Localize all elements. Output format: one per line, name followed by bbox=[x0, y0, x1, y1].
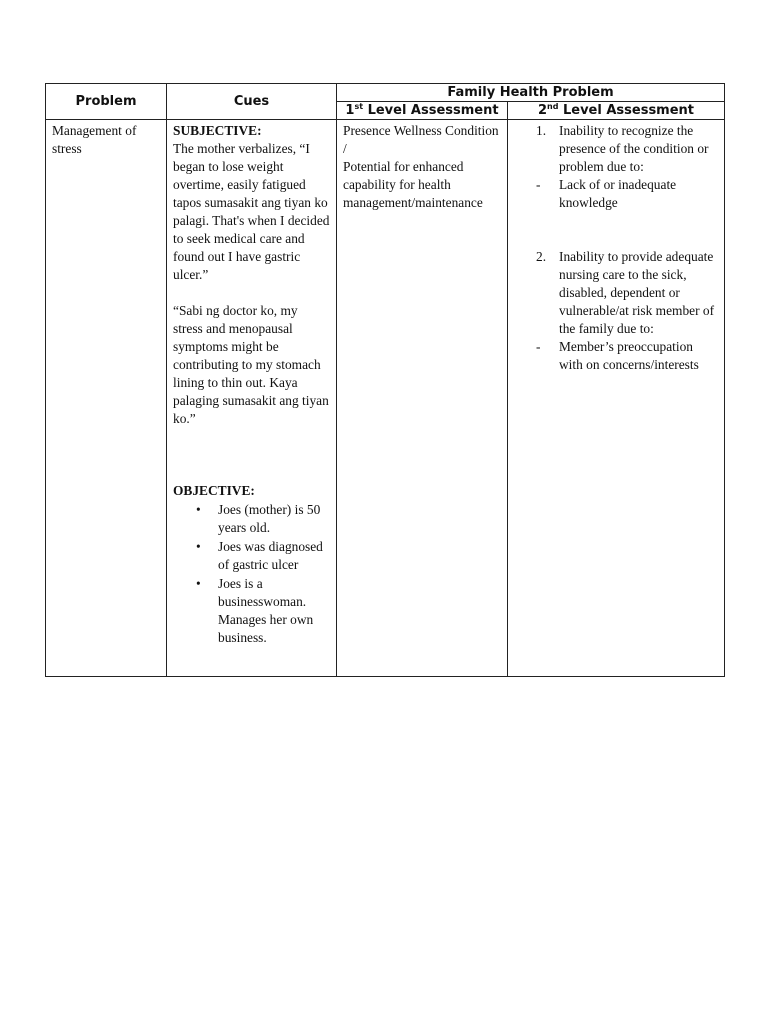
first-level-line-1: Presence Wellness Condition / bbox=[343, 123, 499, 156]
dash-marker: - bbox=[536, 339, 541, 354]
objective-item: • Joes (mother) is 50 years old. bbox=[196, 502, 321, 535]
second-level-item-1: 1. Inability to recognize the presence of the condition or problem due to: bbox=[536, 123, 709, 174]
objective-list bbox=[173, 501, 330, 647]
bullet-icon: • bbox=[196, 576, 201, 591]
bullet-icon: • bbox=[196, 539, 201, 554]
problem-header: Problem bbox=[46, 84, 167, 120]
cues-header: Cues bbox=[167, 84, 337, 120]
first-level-line-2: Potential for enhanced capability for health management/maintenance bbox=[343, 159, 483, 210]
family-health-problem-table bbox=[45, 83, 725, 677]
bullet-icon: • bbox=[196, 502, 201, 517]
first-level-assessment-header bbox=[337, 102, 508, 120]
objective-item: • Joes is a businesswoman. Manages her own business. bbox=[196, 576, 314, 645]
problem-cell bbox=[46, 120, 167, 677]
subjective-label: SUBJECTIVE: bbox=[173, 123, 262, 138]
first-level-num: 1 bbox=[345, 103, 355, 118]
second-level-assessment-header bbox=[508, 102, 725, 120]
first-level-sup: st bbox=[354, 102, 364, 111]
problem-text: Management of stress bbox=[52, 123, 137, 156]
second-level-item-2: 2. Inability to provide adequate nursing care to the sick, disabled, dependent or vulnerable/at risk member of the family due to: bbox=[536, 249, 715, 336]
subjective-quote-2: “Sabi ng doctor ko, my stress and menopausal symptoms might be contributing to my stomach lining to thin out. Kaya palaging sumasakit ang tiyan ko.” bbox=[173, 303, 329, 426]
second-level-num: 2 bbox=[537, 103, 548, 118]
objective-item: • Joes was diagnosed of gastric ulcer bbox=[196, 539, 323, 572]
subjective-quote-1: The mother verbalizes, “I began to lose weight overtime, easily fatigued tapos sumasakit ang tiyan ko palagi. That's when I decided to seek medical care and found out I have gastric ulcer.” bbox=[173, 141, 330, 282]
second-level-text: Level Assessment bbox=[562, 103, 695, 118]
second-level-cell bbox=[508, 120, 725, 677]
first-level-text: Level Assessment bbox=[367, 103, 499, 118]
second-level-subitem-2: - Member’s preoccupation with on concerns/interests bbox=[536, 339, 699, 372]
dash-marker: - bbox=[536, 177, 541, 192]
cues-cell bbox=[167, 120, 337, 677]
family-health-problem-header: Family Health Problem bbox=[337, 84, 725, 102]
objective-label: OBJECTIVE: bbox=[173, 483, 255, 498]
first-level-cell bbox=[337, 120, 508, 677]
second-level-subitem-1: - Lack of or inadequate knowledge bbox=[536, 177, 677, 210]
item-number: 1. bbox=[536, 123, 547, 138]
second-level-sup: nd bbox=[547, 102, 559, 111]
item-number: 2. bbox=[536, 249, 547, 264]
